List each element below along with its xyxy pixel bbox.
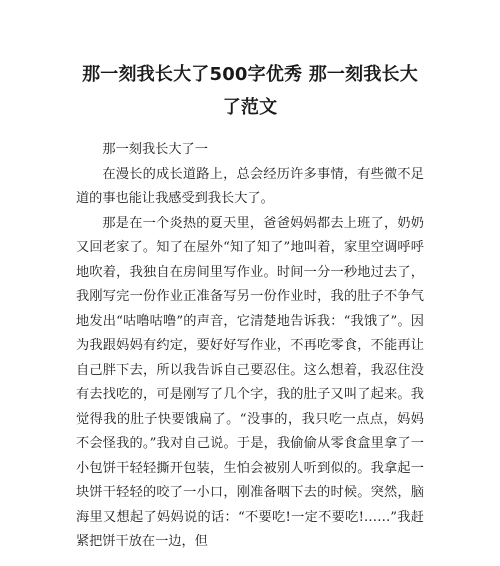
paragraph-intro: 在漫长的成长道路上，总会经历许多事情，有些微不足道的事也能让我感受到我长大了。	[76, 166, 424, 206]
paragraph-story: 那是在一个炎热的夏天里，爸爸妈妈都去上班了，奶奶又回老家了。知了在屋外“知了知了”地叫着，家里空调呼呼地吹着，我独自在房间里写作业。时间一分一秒地过去了，我刚写完一份作业正准备写另一份作业时，我的肚子不争气地发出“咕噜咕噜”的声音，它清楚地告诉我：“我饿了”。因为我跟妈妈有约定，要好好写作业，不再吃零食，不能再让自己胖下去，所以我告诉自己要忍住。这么想着，我忍住没有去找吃的，可是刚写了几个字，我的肚子又叫了起来。我觉得我的肚子快要饿扁了。“没事的，我只吃一点点，妈妈不会怪我的。”我对自己说。于是，我偷偷从零食盒里拿了一小包饼干轻轻撕开包装，生怕会被别人听到似的。我拿起一块饼干轻轻的咬了一小口，刚准备咽下去的时候。突然，脑海里又想起了妈妈说的话：“不要吃!一定不要吃!……”我赶紧把饼干放在一边，但	[76, 215, 424, 549]
paragraph-subtitle: 那一刻我长大了一	[102, 142, 208, 157]
document-body	[76, 138, 424, 555]
document-title: 那一刻我长大了500字优秀 那一刻我长大了范文	[82, 64, 418, 118]
